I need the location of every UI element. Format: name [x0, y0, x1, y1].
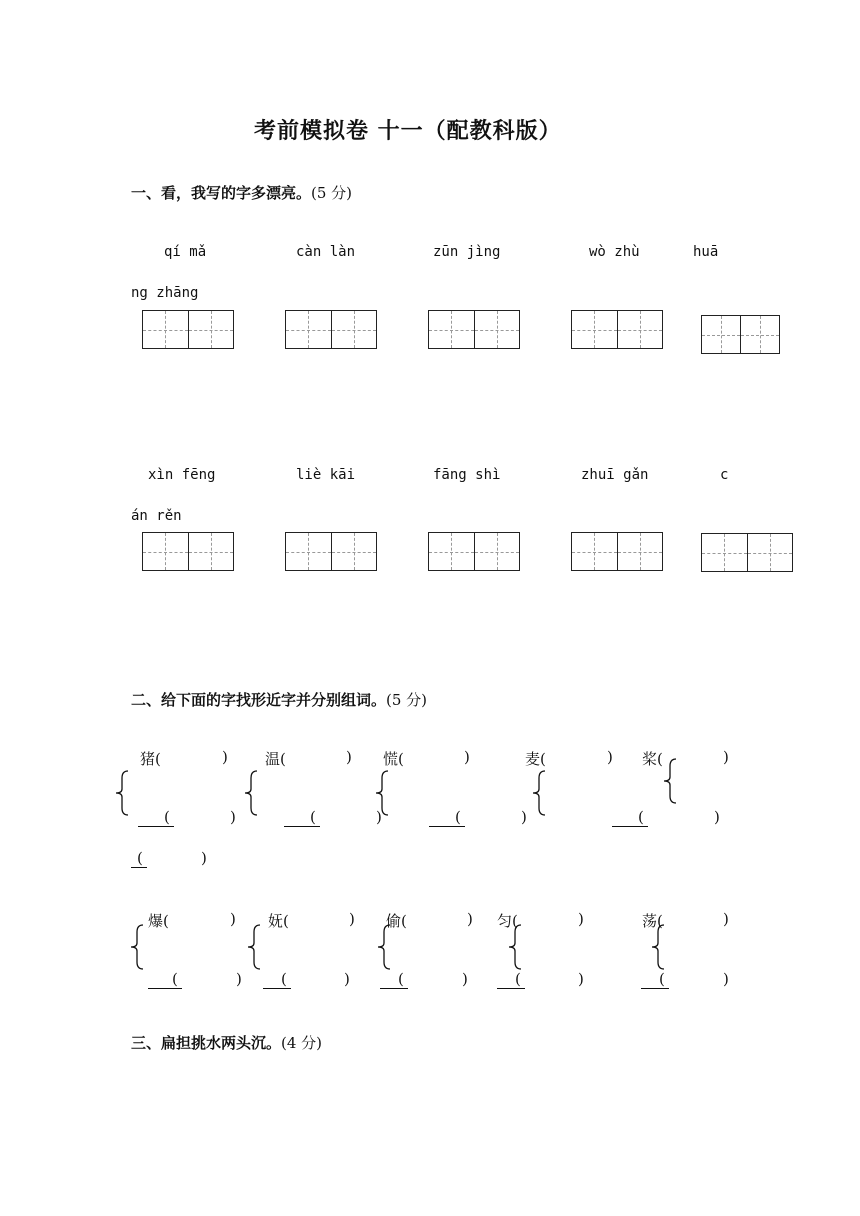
close-paren: ) — [462, 970, 468, 988]
section-1-points: (5 分) — [311, 184, 353, 202]
section-1-heading-text: 一、看，我写的字多漂亮。 — [131, 184, 312, 202]
brace-icon — [244, 770, 258, 816]
pinyin: fāng shì — [433, 467, 501, 483]
writing-grid[interactable] — [571, 532, 663, 571]
close-paren: ) — [376, 808, 382, 826]
base-character: 猪( — [140, 750, 161, 768]
base-character: 妩( — [268, 912, 289, 930]
base-character: 偷( — [386, 912, 407, 930]
base-character: 荡( — [642, 912, 663, 930]
section-2-heading — [131, 689, 427, 710]
brace-icon — [651, 924, 665, 970]
section-2-points: (5 分) — [386, 691, 428, 709]
writing-grid[interactable] — [285, 310, 377, 349]
close-paren: ) — [723, 748, 729, 766]
close-paren: ) — [714, 808, 720, 826]
writing-grid[interactable] — [701, 315, 780, 354]
close-paren: ) — [723, 910, 729, 928]
open-paren: ( — [455, 808, 461, 826]
base-character: 爆( — [148, 912, 169, 930]
writing-grid[interactable] — [285, 532, 377, 571]
writing-grid[interactable] — [571, 310, 663, 349]
open-paren: ( — [659, 970, 665, 988]
base-character: 匀( — [497, 912, 518, 930]
brace-icon — [508, 924, 522, 970]
writing-grid[interactable] — [428, 310, 520, 349]
open-paren: ( — [638, 808, 644, 826]
pinyin-wrap: án rěn — [131, 508, 182, 524]
writing-grid[interactable] — [142, 310, 234, 349]
close-paren: ) — [230, 808, 236, 826]
close-paren: ) — [230, 910, 236, 928]
writing-grid[interactable] — [142, 532, 234, 571]
pinyin-wrap: ng zhāng — [131, 285, 199, 301]
brace-icon — [247, 924, 261, 970]
pinyin: zhuī gǎn — [581, 467, 649, 483]
pinyin: wò zhù — [589, 244, 640, 260]
base-character: 慌( — [383, 750, 404, 768]
section-3-points: (4 分) — [281, 1034, 323, 1052]
close-paren: ) — [467, 910, 473, 928]
section-3-heading — [131, 1032, 322, 1053]
pinyin: qí mǎ — [164, 244, 207, 260]
writing-grid[interactable] — [428, 532, 520, 571]
brace-icon — [130, 924, 144, 970]
close-paren: ) — [723, 970, 729, 988]
open-paren: ( — [515, 970, 521, 988]
section-1-heading — [131, 182, 352, 203]
close-paren: ) — [464, 748, 470, 766]
base-character: 桨( — [642, 750, 663, 768]
close-paren: ) — [607, 748, 613, 766]
close-paren: ) — [521, 808, 527, 826]
close-paren: ) — [578, 970, 584, 988]
close-paren: ) — [201, 849, 207, 867]
close-paren: ) — [578, 910, 584, 928]
pinyin: zūn jìng — [433, 244, 501, 260]
pinyin: huā — [693, 244, 719, 260]
pinyin: c — [720, 467, 729, 483]
close-paren: ) — [222, 748, 228, 766]
brace-icon — [377, 924, 391, 970]
brace-icon — [663, 758, 677, 804]
open-paren: ( — [281, 970, 287, 988]
brace-icon — [532, 770, 546, 816]
base-character: 温( — [265, 750, 286, 768]
open-paren: ( — [310, 808, 316, 826]
brace-icon — [115, 770, 129, 816]
open-paren: ( — [172, 970, 178, 988]
pinyin: xìn fēng — [148, 467, 216, 483]
pinyin: liè kāi — [296, 467, 356, 483]
open-paren: ( — [137, 849, 143, 867]
section-2-heading-text: 二、给下面的字找形近字并分别组词。 — [131, 691, 387, 709]
page-title: 考前模拟卷 十一（配教科版） — [254, 118, 562, 144]
section-3-heading-text: 三、扁担挑水两头沉。 — [131, 1034, 282, 1052]
close-paren: ) — [344, 970, 350, 988]
close-paren: ) — [346, 748, 352, 766]
open-paren: ( — [164, 808, 170, 826]
pinyin: càn làn — [296, 244, 356, 260]
close-paren: ) — [236, 970, 242, 988]
writing-grid[interactable] — [701, 533, 793, 572]
open-paren: ( — [398, 970, 404, 988]
close-paren: ) — [349, 910, 355, 928]
base-character: 麦( — [525, 750, 546, 768]
